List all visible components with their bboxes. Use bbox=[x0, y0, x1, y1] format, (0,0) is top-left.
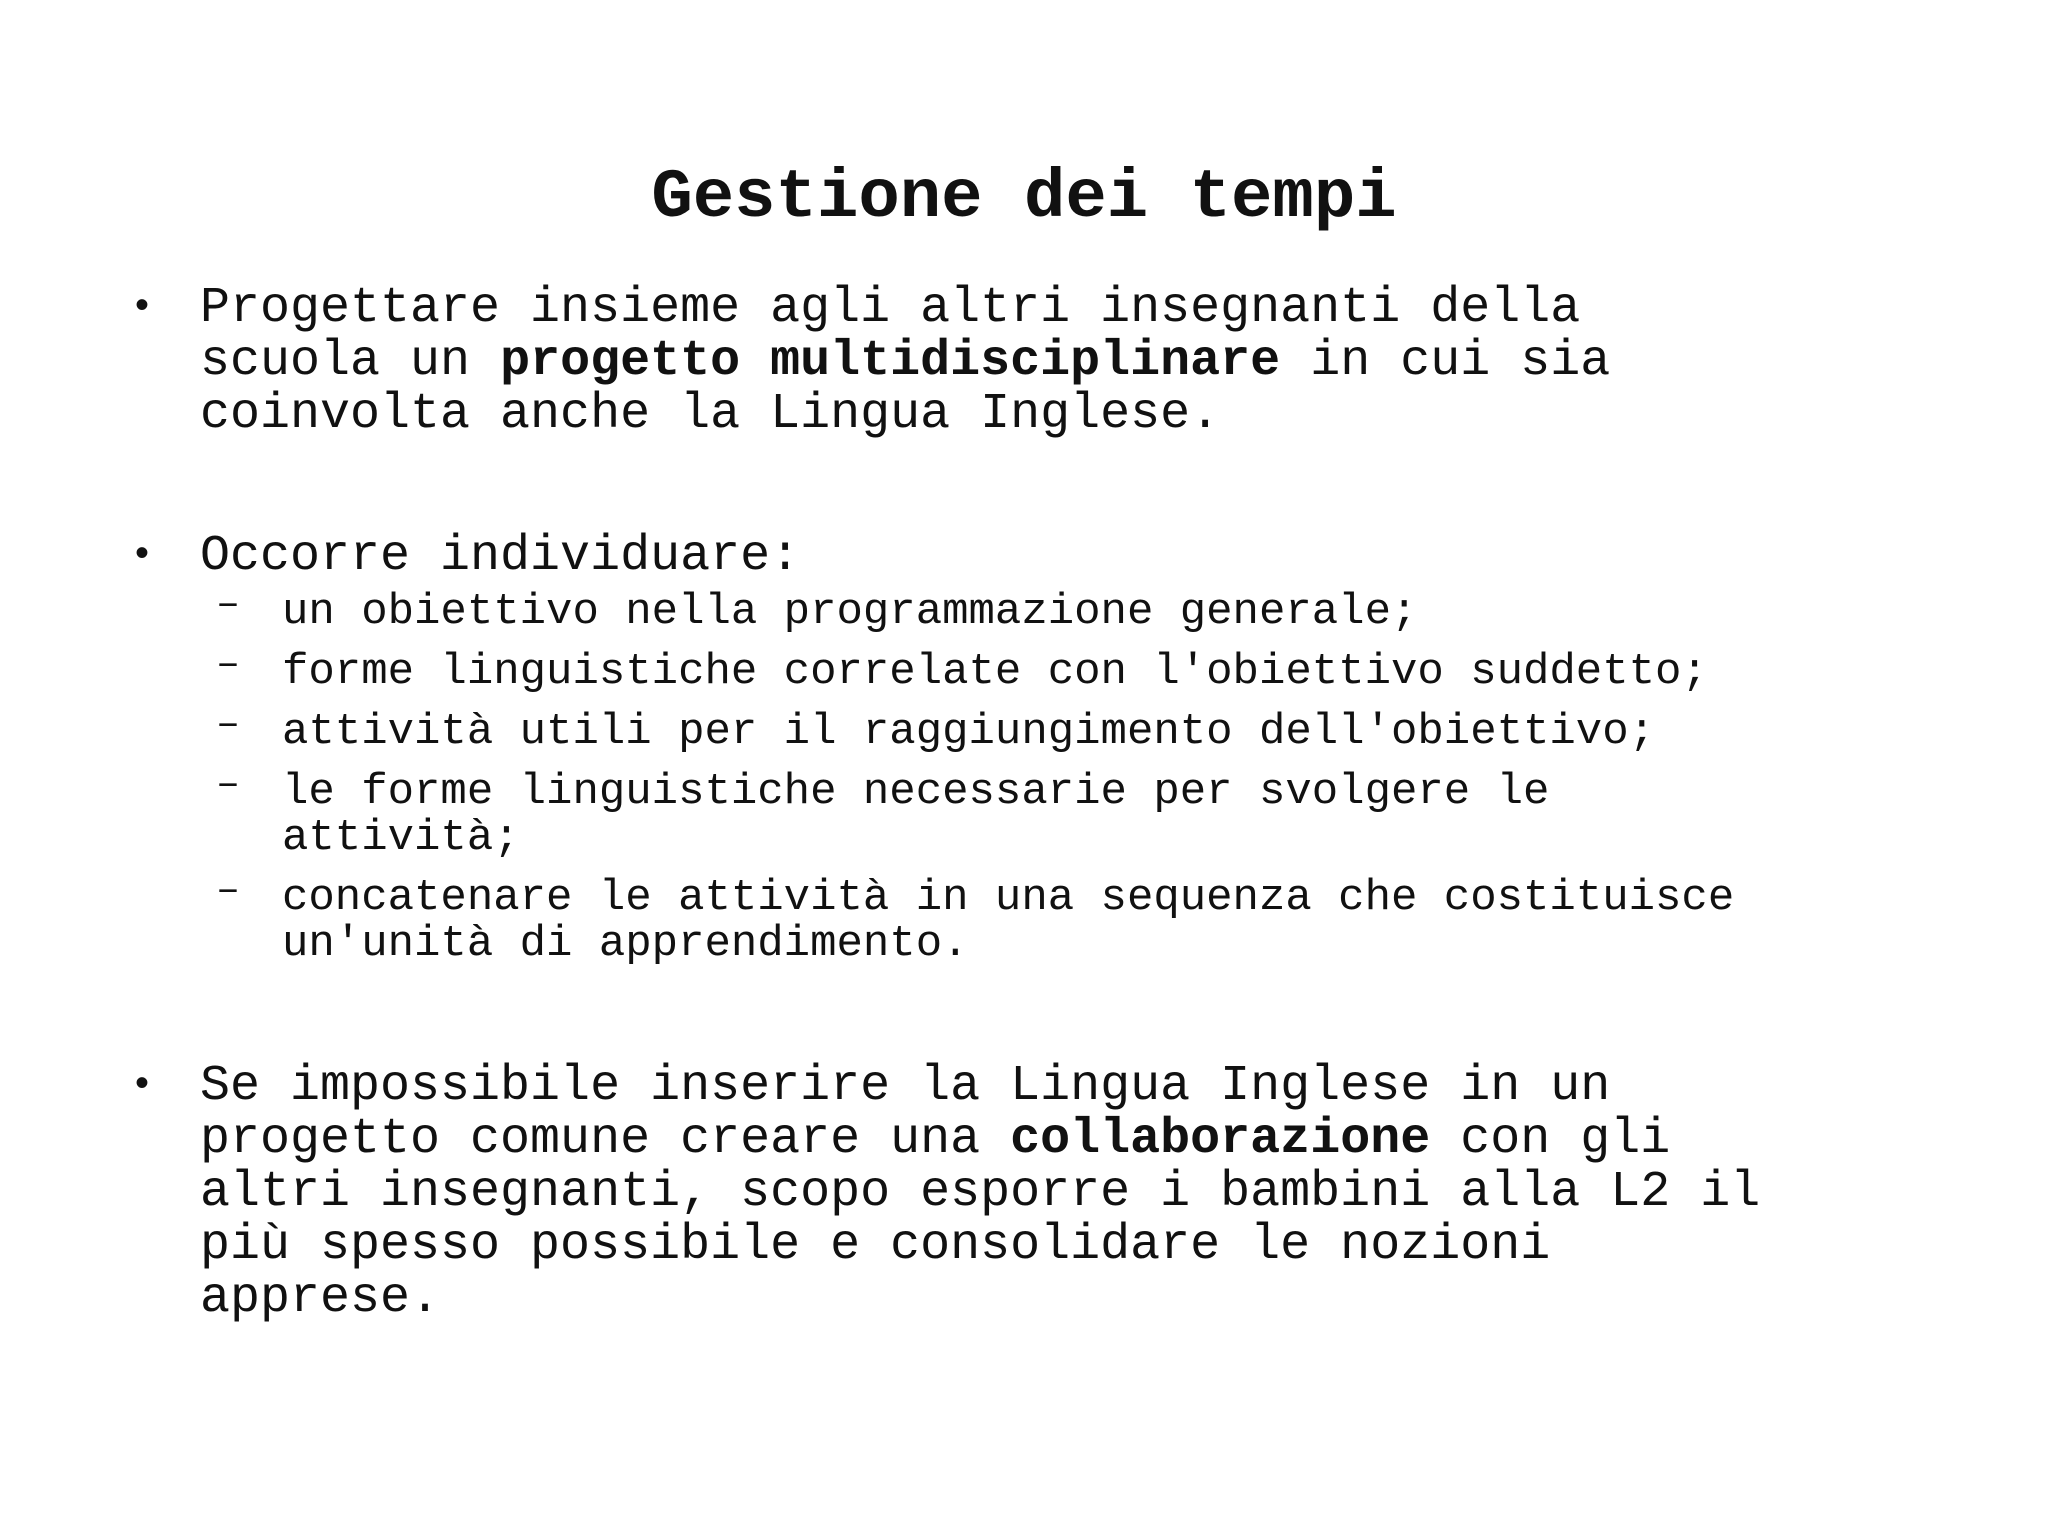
bullet-line: Progettare insieme agli altri insegnanti della bbox=[200, 280, 1581, 337]
sub-item bbox=[216, 763, 2010, 863]
sub-marker: – bbox=[216, 763, 241, 808]
slide-title: Gestione dei tempi bbox=[651, 159, 1397, 237]
bullet-text bbox=[200, 1060, 2010, 1325]
sub-marker: – bbox=[216, 703, 241, 748]
bullet-text: Occorre individuare: bbox=[200, 528, 801, 585]
bullet-line: coinvolta anche la Lingua Inglese. bbox=[200, 386, 1221, 443]
bullet-marker: • bbox=[130, 286, 155, 331]
bullet-line: apprese. bbox=[200, 1270, 441, 1327]
sub-item-text: le forme linguistiche necessarie per svolgere le attività; bbox=[282, 767, 1550, 863]
bullet-line: più spesso possibile e consolidare le nozioni bbox=[200, 1217, 1551, 1274]
bullet-item-2 bbox=[130, 530, 2010, 981]
sub-item bbox=[216, 703, 2010, 757]
bullet-line-pre: progetto comune creare una bbox=[200, 1111, 1011, 1168]
bullet-text bbox=[200, 282, 2010, 441]
bullet-marker: • bbox=[130, 1064, 155, 1109]
sub-item-text: forme linguistiche correlate con l'obiettivo suddetto; bbox=[282, 647, 1708, 697]
sub-marker: – bbox=[216, 869, 241, 914]
bullet-line-post: in cui sia bbox=[1280, 333, 1611, 390]
sub-item-text: concatenare le attività in una sequenza che costituisce un'unità di apprendimento. bbox=[282, 873, 1735, 969]
bullet-item-3 bbox=[130, 1060, 2010, 1325]
bullet-marker: • bbox=[130, 534, 155, 579]
bullet-line: Se impossibile inserire la Lingua Inglese in un bbox=[200, 1058, 1611, 1115]
sub-marker: – bbox=[216, 583, 241, 628]
bullet-row bbox=[130, 530, 2010, 583]
sub-marker: – bbox=[216, 643, 241, 688]
sub-list bbox=[130, 583, 2010, 969]
bullet-bold-phrase: progetto multidisciplinare bbox=[500, 333, 1281, 390]
bullet-row bbox=[130, 1060, 2010, 1325]
bullet-bold-phrase: collaborazione bbox=[1010, 1111, 1431, 1168]
bullet-line: altri insegnanti, scopo esporre i bambini alla L2 il bbox=[200, 1164, 1761, 1221]
bullet-line-post: con gli bbox=[1430, 1111, 1671, 1168]
sub-item bbox=[216, 643, 2010, 697]
sub-item-text: attività utili per il raggiungimento dell'obiettivo; bbox=[282, 707, 1656, 757]
sub-item bbox=[216, 583, 2010, 637]
sub-item-text: un obiettivo nella programmazione generale; bbox=[282, 587, 1418, 637]
sub-item bbox=[216, 869, 2010, 969]
bullet-item-1 bbox=[130, 282, 2010, 441]
bullet-row bbox=[130, 282, 2010, 441]
bullet-line-pre: scuola un bbox=[200, 333, 501, 390]
